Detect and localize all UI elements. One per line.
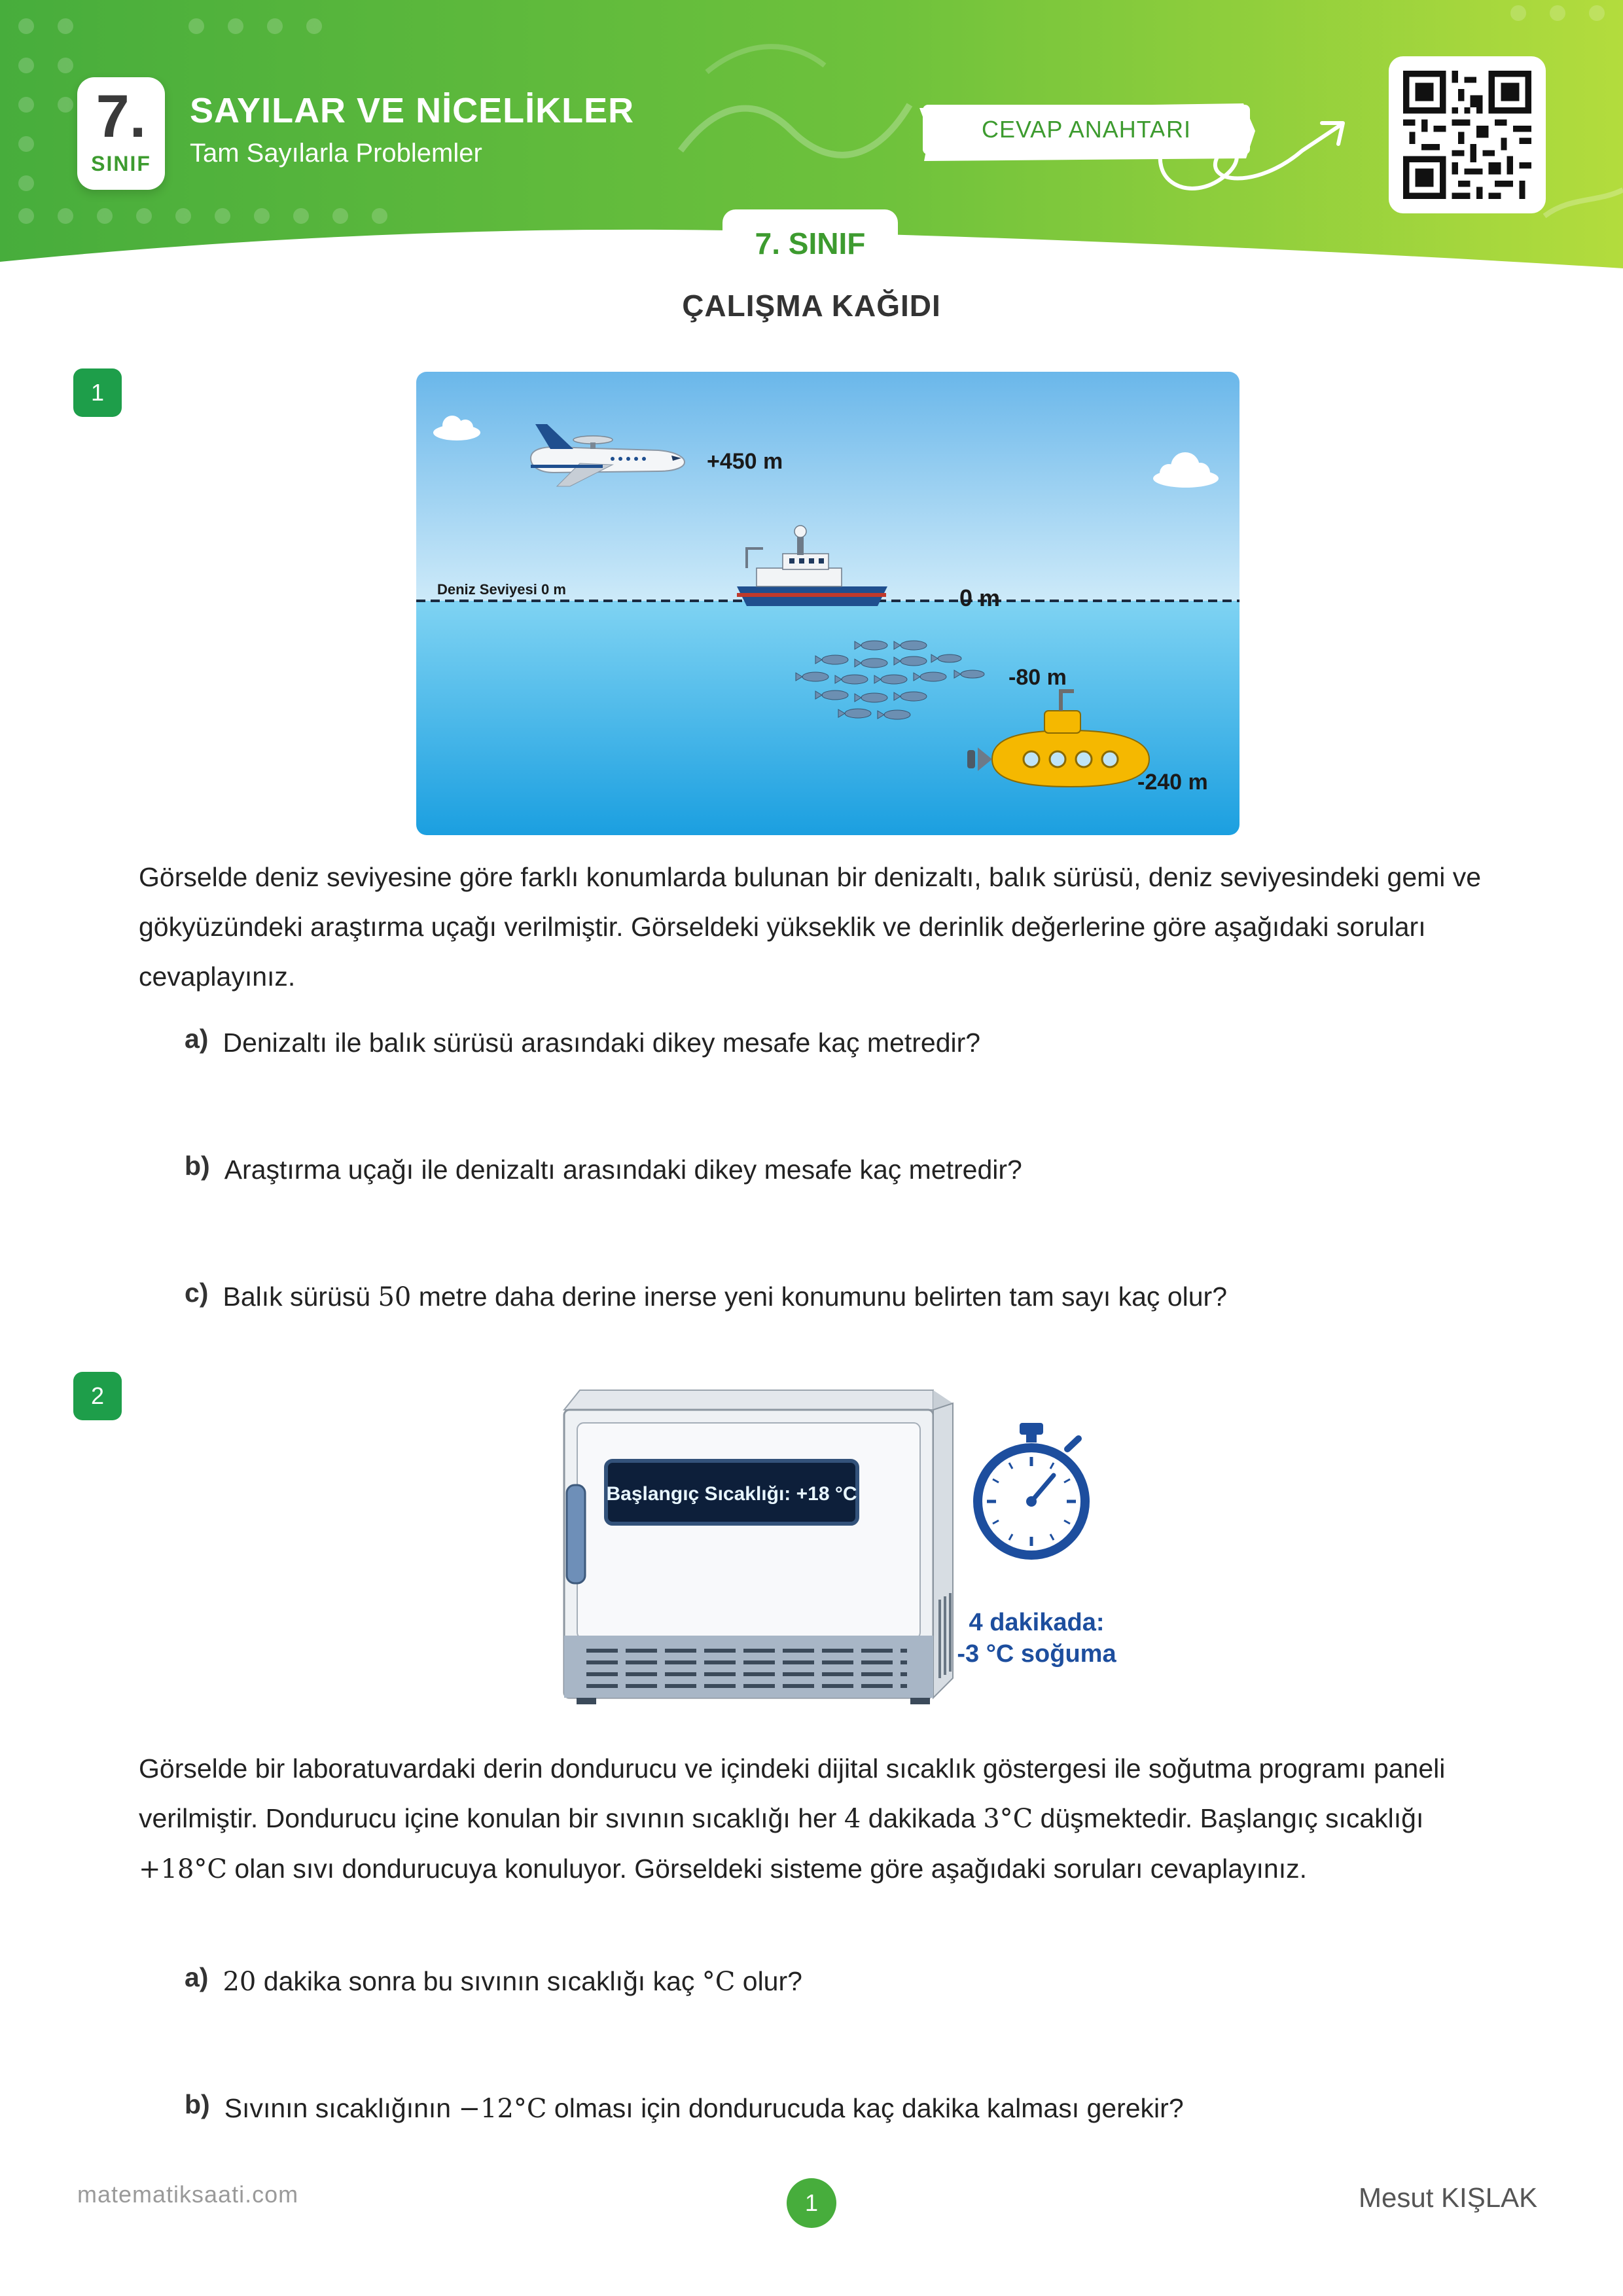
part-letter: a) xyxy=(185,1024,209,1054)
math-value: −12°C xyxy=(458,2094,547,2124)
sheet-title: ÇALIŞMA KAĞIDI xyxy=(682,289,941,323)
math-value: 20 xyxy=(223,1967,257,1997)
question2-paragraph xyxy=(139,1744,1513,1894)
question-number-2: 2 xyxy=(73,1372,122,1420)
unit-subtitle: Tam Sayılarla Problemler xyxy=(190,139,482,168)
submarine-depth-label: -240 m xyxy=(1137,770,1208,795)
part-text: Denizaltı ile balık sürüsü arasındaki dikey mesafe kaç metredir? xyxy=(223,1028,981,1058)
part-letter: b) xyxy=(185,2089,210,2119)
question1-part-a xyxy=(185,1024,981,1058)
paragraph-text: düşmektedir. Başlangıç sıcaklığı xyxy=(1033,1803,1424,1833)
math-value: °C xyxy=(702,1967,736,1997)
paragraph-text: Görselde bir laboratuvardaki derin dondurucu ve içindeki dijital sıcaklık göstergesi ile soğutma programı paneli verilmiştir. Dondurucu içine konulan bir sıvının sıcaklığı her xyxy=(139,1753,1446,1833)
temperature-display-text: Başlangıç Sıcaklığı: +18 °C xyxy=(606,1483,857,1505)
footer-site[interactable]: matematiksaati.com xyxy=(77,2181,299,2208)
part-letter: b) xyxy=(185,1151,210,1181)
grade-number: 7. xyxy=(96,83,147,150)
unit-title: SAYILAR VE NİCELİKLER xyxy=(190,91,635,130)
page-number: 1 xyxy=(787,2178,836,2228)
question2-part-a xyxy=(185,1962,802,1997)
paragraph-text: olan sıvı dondurucuya konuluyor. Görseldeki sisteme göre aşağıdaki soruları cevaplayınız. xyxy=(227,1854,1308,1884)
part-text: olur? xyxy=(735,1966,802,1996)
answer-key-link[interactable]: CEVAP ANAHTARI xyxy=(923,105,1250,154)
header-banner xyxy=(0,0,1623,275)
curved-arrow-icon xyxy=(1152,111,1355,203)
part-text: olması için dondurucuda kaç dakika kalması gerekir? xyxy=(546,2093,1184,2123)
grade-tab: 7. SINIF xyxy=(722,209,898,275)
part-text: Balık sürüsü xyxy=(223,1282,378,1312)
freezer-figure xyxy=(514,1377,1148,1715)
timer-caption-line-1: 4 dakikada: xyxy=(969,1609,1105,1636)
qr-code[interactable] xyxy=(1389,56,1546,213)
timer-caption-line-2: -3 °C soğuma xyxy=(957,1640,1116,1668)
fish-depth-label: -80 m xyxy=(1008,665,1067,690)
grade-badge xyxy=(77,77,165,190)
part-text: dakika sonra bu sıvının sıcaklığı kaç xyxy=(256,1966,702,1996)
part-letter: c) xyxy=(185,1278,209,1308)
question1-part-c xyxy=(185,1278,1227,1312)
plane-altitude-label: +450 m xyxy=(707,449,783,474)
qr-code-icon xyxy=(1403,71,1531,199)
question1-part-b xyxy=(185,1151,1022,1185)
grade-label: SINIF xyxy=(91,152,151,175)
math-value: +18°C xyxy=(139,1854,228,1884)
question2-part-b xyxy=(185,2089,1184,2124)
part-letter: a) xyxy=(185,1962,209,1992)
paragraph-text: dakikada xyxy=(861,1803,984,1833)
part-text: Sıvının sıcaklığının xyxy=(224,2093,459,2123)
question-number-1: 1 xyxy=(73,368,122,417)
math-value: 4 xyxy=(844,1804,861,1834)
math-value: 50 xyxy=(378,1282,412,1312)
math-value: 3°C xyxy=(983,1804,1033,1834)
sea-level-figure xyxy=(416,372,1240,835)
sea-level-label: Deniz Seviyesi 0 m xyxy=(437,581,566,598)
part-text: metre daha derine inerse yeni konumunu belirten tam sayı kaç olur? xyxy=(411,1282,1227,1312)
ship-depth-label: 0 m xyxy=(959,584,1001,611)
question1-paragraph: Görselde deniz seviyesine göre farklı konumlarda bulunan bir denizaltı, balık sürüsü, deniz seviyesindeki gemi ve gökyüzündeki araştırma uçağı verilmiştir. Görseldeki yükseklik ve derinlik değerlerine göre aşağıdaki soruları cevaplayınız. xyxy=(139,862,1482,992)
footer-author: Mesut KIŞLAK xyxy=(1359,2182,1538,2213)
door-handle-icon xyxy=(567,1485,585,1583)
part-text: Araştırma uçağı ile denizaltı arasındaki dikey mesafe kaç metredir? xyxy=(224,1155,1022,1185)
